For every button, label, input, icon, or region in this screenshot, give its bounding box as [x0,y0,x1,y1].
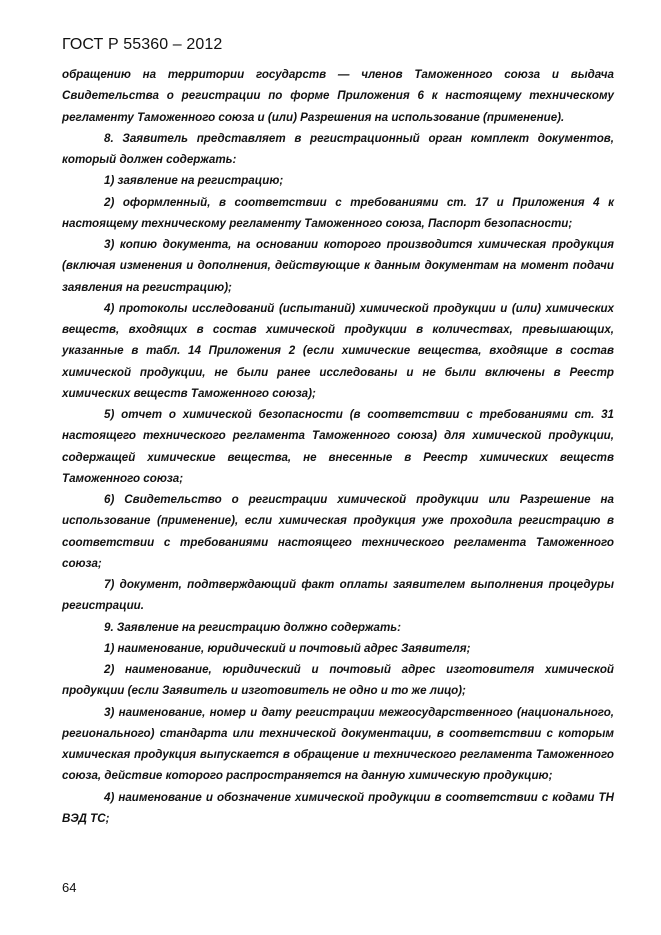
list-item: 4) протоколы исследований (испытаний) химической продукции и (или) химических веществ, входящих в состав химической продукции в количествах, превышающих, указанные в табл. 14 Приложения 2 (если химические вещества, входящие в состав химической продукции, не были ранее исследованы и не были включены в Реестр химических веществ Таможенного союза); [62,301,614,400]
body-text [62,64,614,829]
page-header-title: ГОСТ Р 55360 – 2012 [62,36,223,53]
paragraph: обращению на территории государств — членов Таможенного союза и выдача Свидетельства о регистрации по форме Приложения 6 к настоящему техническому регламенту Таможенного союза и (или) Разрешения на использование (применение). [62,68,614,124]
paragraph: 8. Заявитель представляет в регистрационный орган комплект документов, который должен содержать: [62,131,614,166]
list-item: 7) документ, подтверждающий факт оплаты заявителем выполнения процедуры регистрации. [62,578,614,613]
list-item: 4) наименование и обозначение химической продукции в соответствии с кодами ТН ВЭД ТС; [62,790,614,825]
list-item: 6) Свидетельство о регистрации химической продукции или Разрешение на использование (применение), если химическая продукция уже проходила регистрацию в соответствии с требованиями настоящего технического регламента Таможенного союза; [62,493,614,570]
list-item: 5) отчет о химической безопасности (в соответствии с требованиями ст. 31 настоящего технического регламента Таможенного союза) для химической продукции, содержащей химические вещества, не внесенные в Реестр химических веществ Таможенного союза; [62,408,614,485]
list-item: 1) наименование, юридический и почтовый адрес Заявителя; [104,641,471,655]
list-item: 1) заявление на регистрацию; [104,174,284,188]
page-number: 64 [62,880,77,895]
list-item: 3) наименование, номер и дату регистрации межгосударственного (национального, регионального) стандарта или технической документации, в соответствии с которым химическая продукция выпускается в обращение и технического регламента Таможенного союза, действие которого распространяется на данную химическую продукцию; [62,705,614,783]
list-item: 2) наименование, юридический и почтовый адрес изготовителя химической продукции (если Заявитель и изготовитель не одно и то же лицо); [62,663,614,698]
paragraph: 9. Заявление на регистрацию должно содержать: [104,620,402,634]
list-item: 3) копию документа, на основании которого производится химическая продукция (включая изменения и дополнения, действующие к данным документам на момент подачи заявления на регистрацию); [62,238,614,294]
list-item: 2) оформленный, в соответствии с требованиями ст. 17 и Приложения 4 к настоящему техническому регламенту Таможенного союза, Паспорт безопасности; [62,195,614,230]
